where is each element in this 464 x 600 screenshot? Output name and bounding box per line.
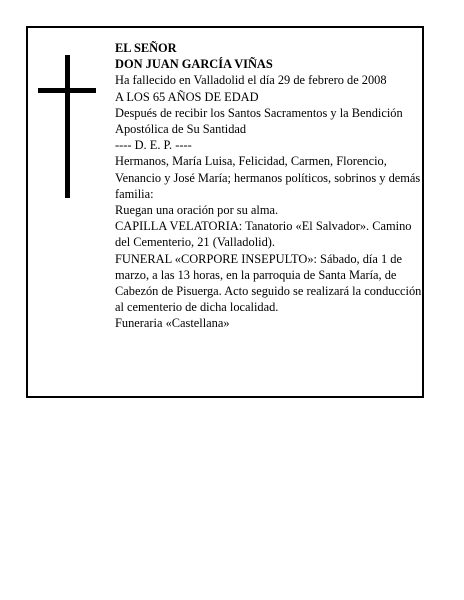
funeral-home-line: Funeraria «Castellana» xyxy=(115,316,230,331)
obituary-notice xyxy=(26,26,424,398)
prayer-line: Ruegan una oración por su alma. xyxy=(115,203,279,218)
cross-horizontal-bar xyxy=(38,88,96,93)
family-line: Hermanos, María Luisa, Felicidad, Carmen, Florencio, Venancio y José María; hermanos políticos, sobrinos y demás familia: xyxy=(115,154,421,201)
cross-icon xyxy=(38,55,96,198)
deceased-name: DON JUAN GARCÍA VIÑAS xyxy=(115,57,273,72)
wake-chapel-line: CAPILLA VELATORIA: Tanatorio «El Salvador». Camino del Cementerio, 21 (Valladolid). xyxy=(115,219,412,250)
sacraments-line: Después de recibir los Santos Sacramentos y la Bendición Apostólica de Su Santidad xyxy=(115,105,403,137)
funeral-line: FUNERAL «CORPORE INSEPULTO»: Sábado, día 1 de marzo, a las 13 horas, en la parroquia de Santa María, de Cabezón de Pisuerga. Acto seguido se realizará la conducción al cementerio de dicha localidad. xyxy=(115,251,422,315)
rip-line: ---- D. E. P. ---- xyxy=(115,138,192,153)
cross-vertical-bar xyxy=(65,55,70,198)
notice-title: EL SEÑOR xyxy=(115,41,177,55)
age-line: A LOS 65 AÑOS DE EDAD xyxy=(115,89,259,104)
death-announcement: Ha fallecido en Valladolid el día 29 de febrero de 2008 xyxy=(115,73,387,88)
notice-text xyxy=(115,40,427,332)
